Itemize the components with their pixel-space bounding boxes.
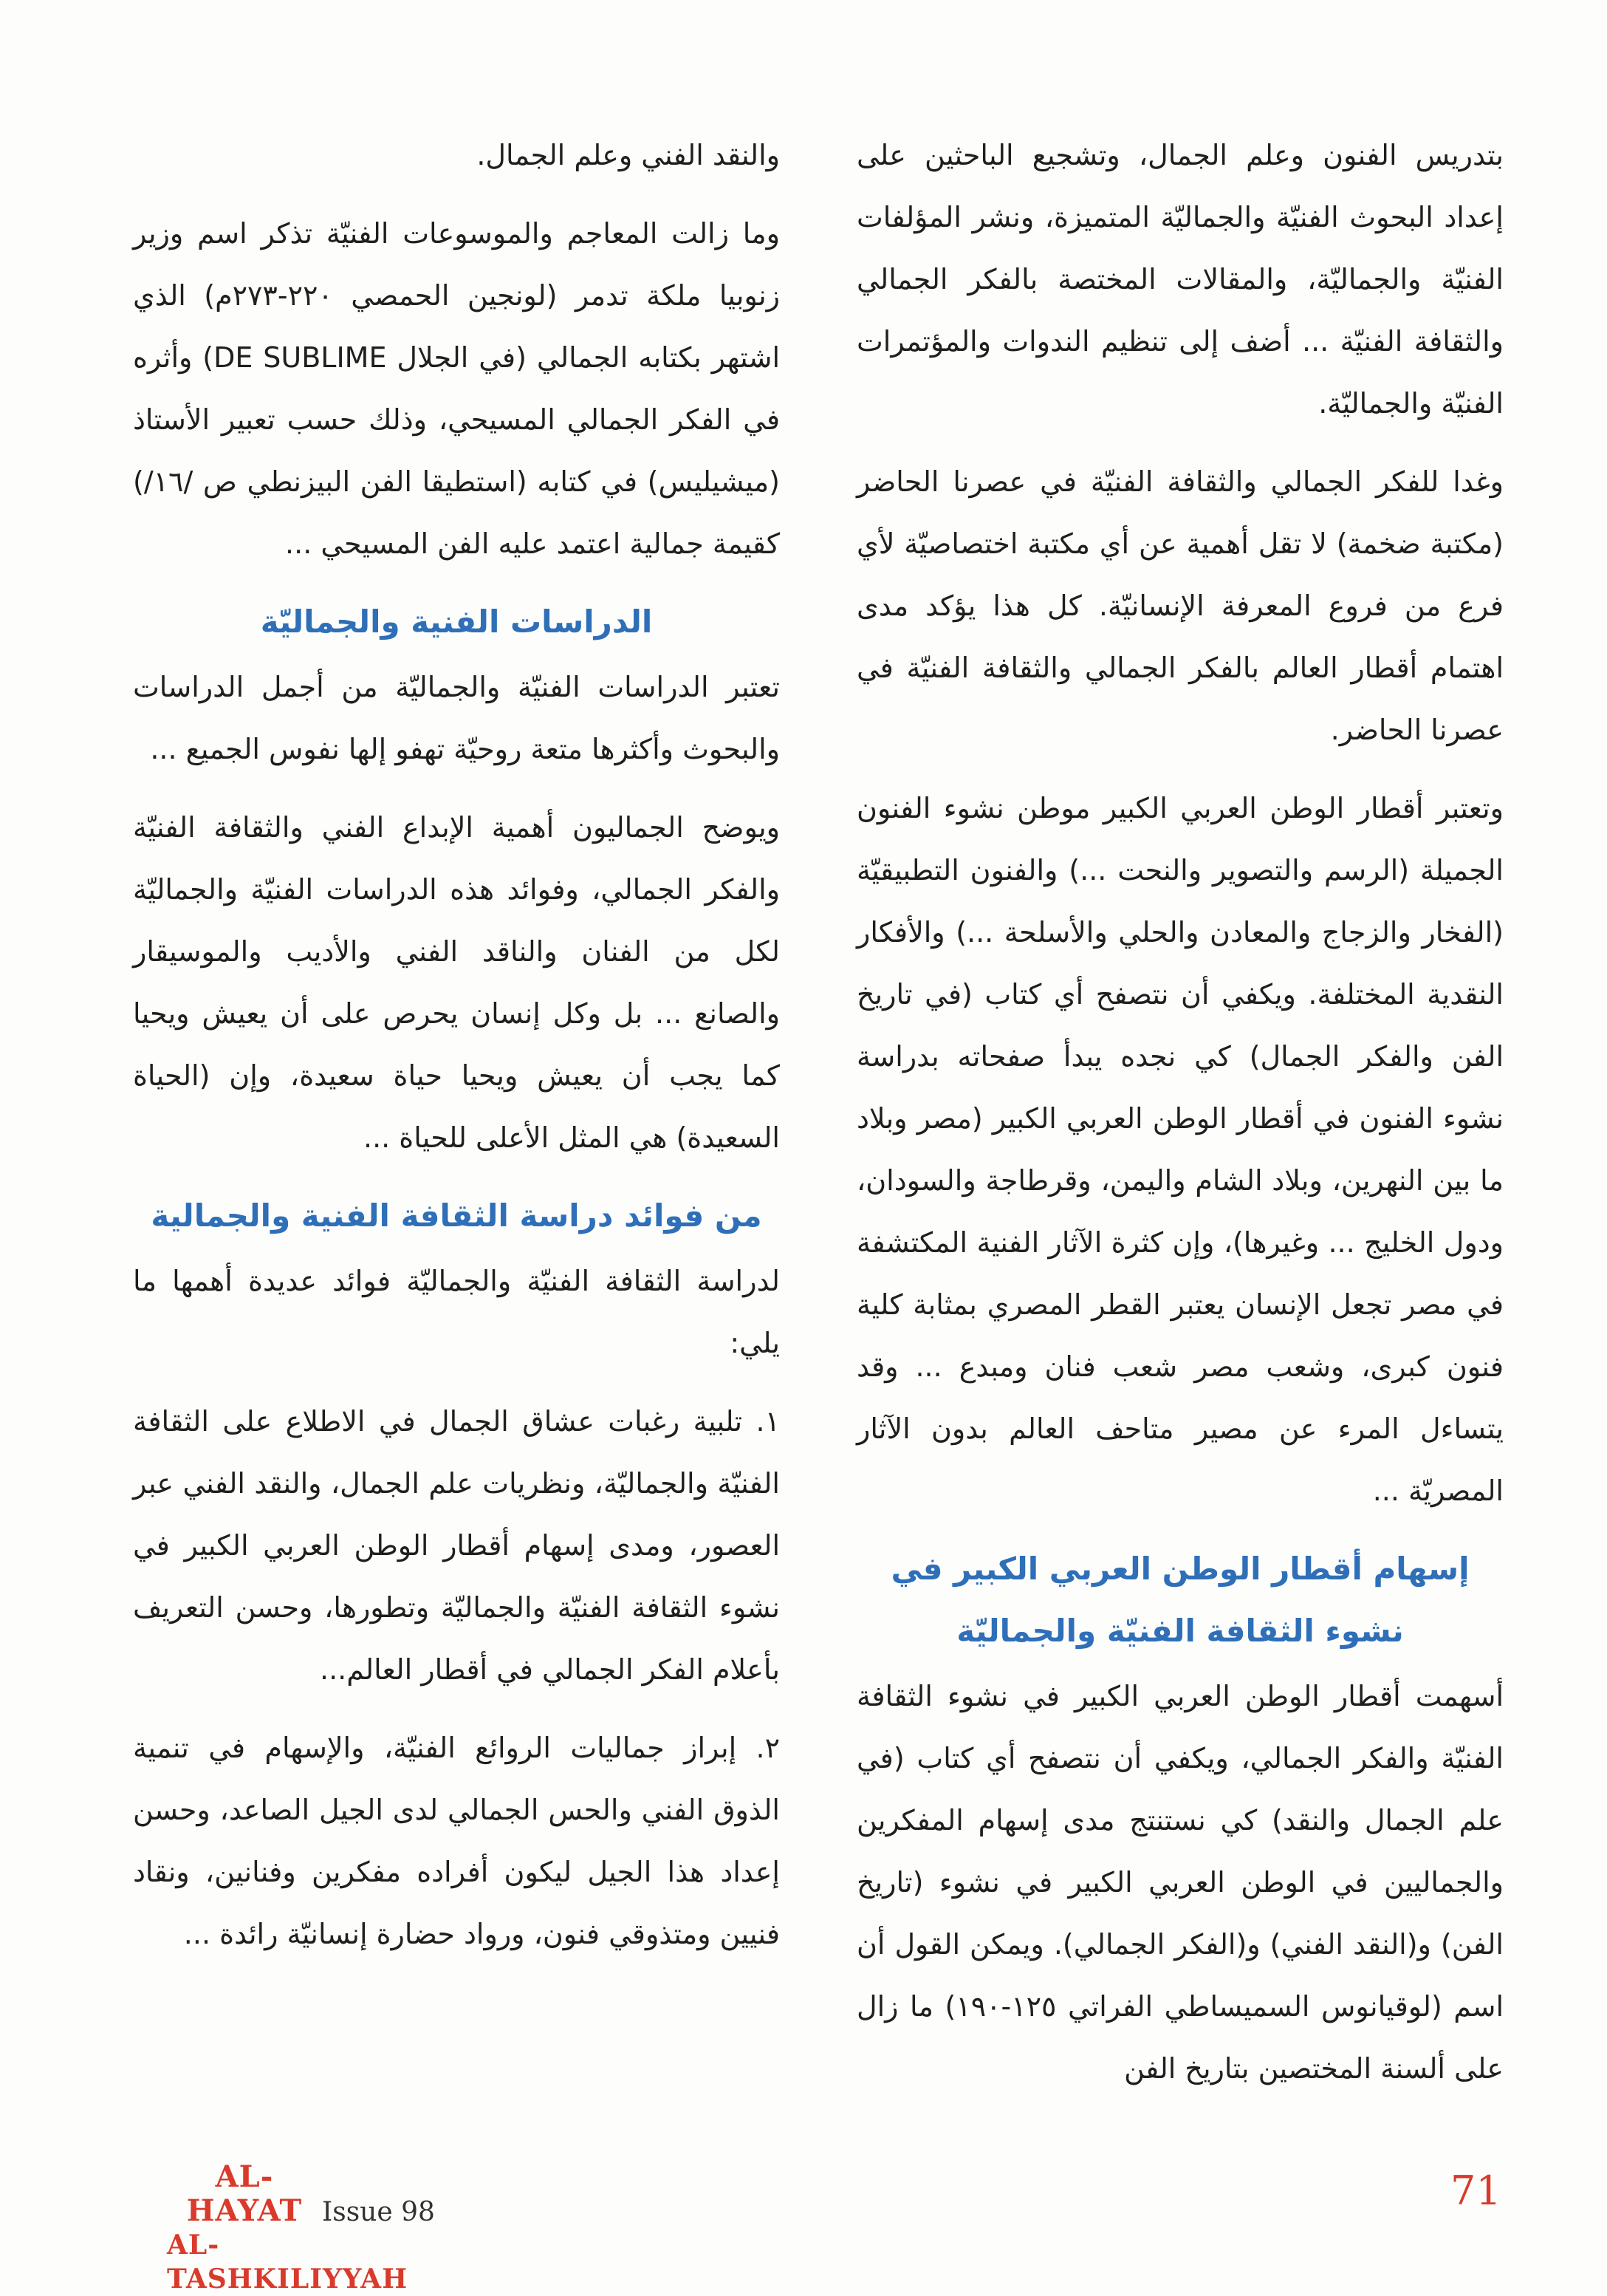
issue-label: Issue 98 [322, 2197, 435, 2227]
section-heading: من فوائد دراسة الثقافة الفنية والجمالية [151, 1197, 762, 1234]
logo-line-1: AL-HAYAT [186, 2159, 303, 2228]
page-number: 71 [1450, 2167, 1501, 2214]
list-item: ١. تلبية رغبات عشاق الجمال في الاطلاع على الثقافة الفنيّة والجماليّة، ونظريات علم الجمال، والنقد الفني عبر العصور، ومدى إسهام أقطار الوطن العربي الكبير في نشوء الثقافة الفنيّة والجماليّة وتطورها، وحسن التعريف بأعلام الفكر الجمالي في أقطار العالم... [133, 1405, 780, 1686]
section-heading: الدراسات الفنية والجماليّة [260, 604, 653, 640]
section-heading: إسهام أقطار الوطن العربي الكبير في نشوء الثقافة الفنيّة والجماليّة [891, 1551, 1470, 1649]
paragraph: والنقد الفني وعلم الجمال. [476, 139, 780, 171]
list-item: ٢. إبراز جماليات الروائع الفنيّة، والإسهام في تنمية الذوق الفني والحس الجمالي لدى الجيل الصاعد، وحسن إعداد هذا الجيل ليكون أفراده مفكرين وفنانين، ونقاد فنيين ومتذوقي فنون، ورواد حضارة إنسانيّة رائدة ... [133, 1732, 780, 1950]
paragraph: وما زالت المعاجم والموسوعات الفنيّة تذكر اسم وزير زنوبيا ملكة تدمر (لونجين الحمصي ٢٢٠-٢٧٣م) الذي اشتهر بكتابه الجمالي (في الجلال DE SUBLIME) وأثره في الفكر الجمالي المسيحي، وذلك حسب تعبير الأستاذ (ميشيليس) في كتابه (استطيقا الفن البيزنطي ص /١٦/) كقيمة جمالية اعتمد عليه الفن المسيحي ... [133, 217, 781, 560]
paragraph: بتدريس الفنون وعلم الجمال، وتشجيع الباحثين على إعداد البحوث الفنيّة والجماليّة المتميزة، ونشر المؤلفات الفنيّة والجماليّة، والمقالات المختصة بالفكر الجمالي والثقافة الفنيّة ... أضف إلى تنظيم الندوات والمؤتمرات الفنيّة والجماليّة. [857, 139, 1504, 420]
paragraph: أسهمت أقطار الوطن العربي الكبير في نشوء الثقافة الفنيّة والفكر الجمالي، ويكفي أن نتصفح أي كتاب (في علم الجمال والنقد) كي نستنتج مدى إسهام المفكرين والجماليين في الوطن العربي الكبير في نشوء (تاريخ الفن) و(النقد الفني) و(الفكر الجمالي). ويمكن القول أن اسم (لوقيانوس السميساطي الفراتي ١٢٥-١٩٠) ما زال على ألسنة المختصين بتاريخ الفن [857, 1680, 1504, 2085]
logo-line-2: AL-TASHKILIYYAH [167, 2230, 408, 2295]
paragraph: وتعتبر أقطار الوطن العربي الكبير موطن نشوء الفنون الجميلة (الرسم والتصوير والنحت ...) والفنون التطبيقيّة (الفخار والزجاج والمعادن والحلي والأسلحة ...) والأفكار النقدية المختلفة. ويكفي أن نتصفح أي كتاب (في تاريخ الفن والفكر الجمال) كي نجده يبدأ صفحاته بدراسة نشوء الفنون في أقطار الوطن العربي الكبير (مصر وبلاد ما بين النهرين، وبلاد الشام واليمن، وقرطاجة والسودان، ودول الخليج ... وغيرها)، وإن كثرة الآثار الفنية المكتشفة في مصر تجعل الإنسان يعتبر القطر المصري بمثابة كلية فنون كبرى، وشعب مصر شعب فنان ومبدع ... وقد يتساءل المرء عن مصير متاحف العالم بدون الآثار المصريّة ... [857, 792, 1504, 1507]
paragraph: تعتبر الدراسات الفنيّة والجماليّة من أجمل الدراسات والبحوث وأكثرها متعة روحيّة تهفو إلها نفوس الجميع ... [133, 671, 780, 765]
paragraph: لدراسة الثقافة الفنيّة والجماليّة فوائد عديدة أهمها ما يلي: [133, 1265, 780, 1359]
paragraph: وغدا للفكر الجمالي والثقافة الفنيّة في عصرنا الحاضر (مكتبة ضخمة) لا تقل أهمية عن أي مكتبة اختصاصيّة لأي فرع من فروع المعرفة الإنسانيّة. كل هذا يؤكد مدى اهتمام أقطار العالم بالفكر الجمالي والثقافة الفنيّة في عصرنا الحاضر. [857, 465, 1504, 746]
article-column-right [857, 124, 1504, 2116]
paragraph: ويوضح الجماليون أهمية الإبداع الفني والثقافة الفنيّة والفكر الجمالي، وفوائد هذه الدراسات الفنيّة والجماليّة لكل من الفنان والناقد الفني والأديب والموسيقار والصانع ... بل وكل إنسان يحرص على أن يعيش ويحيا كما يجب أن يعيش ويحيا حياة سعيدة، وإن (الحياة السعيدة) هي المثل الأعلى للحياة ... [133, 811, 780, 1154]
article-column-left [133, 124, 780, 1981]
